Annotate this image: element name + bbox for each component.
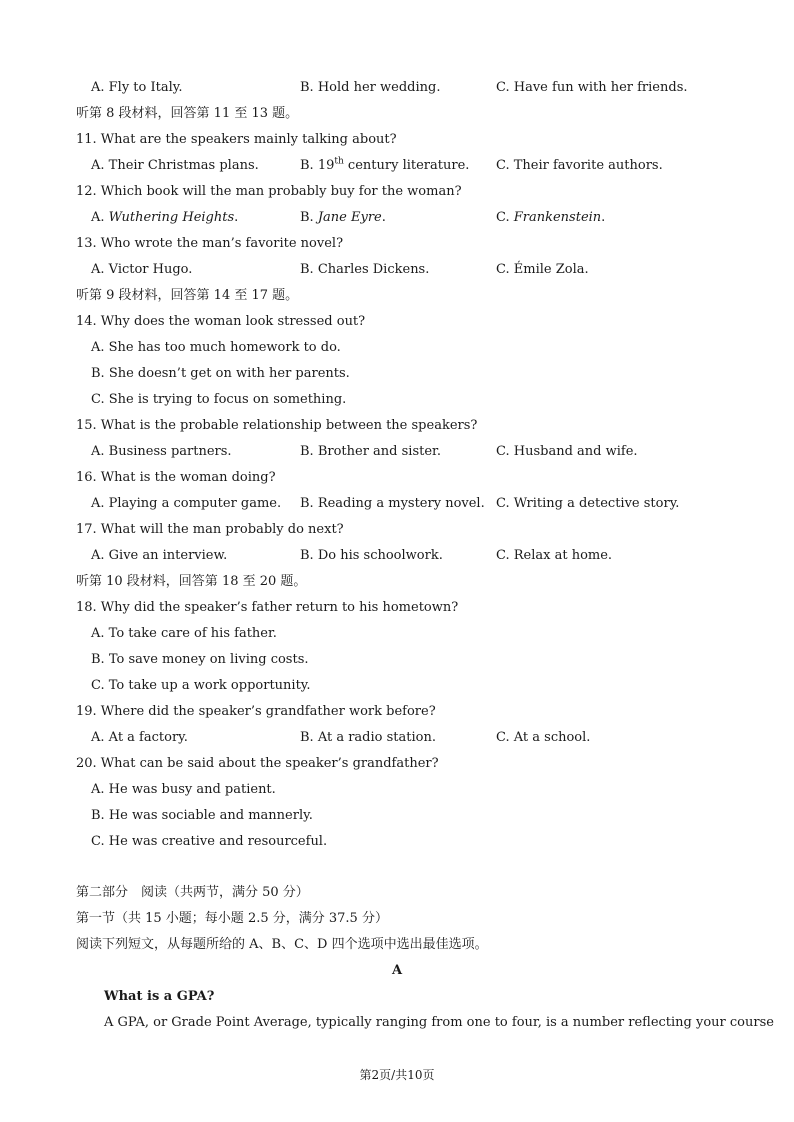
q16-stem: 16. What is the woman doing? bbox=[76, 470, 276, 485]
q20-option-a: A. He was busy and patient. bbox=[91, 782, 276, 797]
part-2-heading: 第二部分 阅读（共两节，满分 50 分） bbox=[76, 885, 309, 900]
q15-option-b: B. Brother and sister. bbox=[300, 444, 441, 459]
q18-stem: 18. Why did the speaker’s father return to his hometown? bbox=[76, 600, 459, 615]
q15-option-a: A. Business partners. bbox=[91, 444, 232, 459]
q20-option-b: B. He was sociable and mannerly. bbox=[91, 808, 313, 823]
q14-stem: 14. Why does the woman look stressed out? bbox=[76, 314, 366, 329]
q17-option-c: C. Relax at home. bbox=[496, 548, 613, 563]
q20-option-c: C. He was creative and resourceful. bbox=[91, 834, 328, 849]
q11-option-b: B. 19th century literature. bbox=[300, 156, 470, 173]
q12-option-b: B. Jane Eyre. bbox=[300, 210, 386, 225]
q19-option-b: B. At a radio station. bbox=[300, 730, 436, 745]
q16-option-b: B. Reading a mystery novel. bbox=[300, 496, 485, 511]
q15-stem: 15. What is the probable relationship between the speakers? bbox=[76, 418, 478, 433]
section-8-instruction: 听第 8 段材料，回答第 11 至 13 题。 bbox=[76, 106, 299, 121]
q11-stem: 11. What are the speakers mainly talking about? bbox=[76, 132, 397, 147]
reading-instruction: 阅读下列短文，从每题所给的 A、B、C、D 四个选项中选出最佳选项。 bbox=[76, 937, 488, 952]
passage-title: What is a GPA? bbox=[104, 989, 215, 1004]
q14-option-a: A. She has too much homework to do. bbox=[91, 340, 341, 355]
q19-option-a: A. At a factory. bbox=[91, 730, 188, 745]
passage-text: A GPA, or Grade Point Average, typically ranging from one to four, is a number reflecting your course bbox=[104, 1015, 774, 1030]
q20-stem: 20. What can be said about the speaker’s grandfather? bbox=[76, 756, 439, 771]
q17-option-b: B. Do his schoolwork. bbox=[300, 548, 443, 563]
q10-option-b: B. Hold her wedding. bbox=[300, 80, 441, 95]
q19-option-c: C. At a school. bbox=[496, 730, 591, 745]
q12-option-a: A. Wuthering Heights. bbox=[91, 210, 239, 225]
q10-option-c: C. Have fun with her friends. bbox=[496, 80, 688, 95]
q13-stem: 13. Who wrote the man’s favorite novel? bbox=[76, 236, 344, 251]
q16-option-c: C. Writing a detective story. bbox=[496, 496, 680, 511]
q13-option-c: C. Émile Zola. bbox=[496, 262, 589, 277]
q11-option-c: C. Their favorite authors. bbox=[496, 158, 663, 173]
q18-option-c: C. To take up a work opportunity. bbox=[91, 678, 311, 693]
q18-option-b: B. To save money on living costs. bbox=[91, 652, 309, 667]
q14-option-c: C. She is trying to focus on something. bbox=[91, 392, 347, 407]
passage-letter: A bbox=[391, 963, 403, 978]
q17-stem: 17. What will the man probably do next? bbox=[76, 522, 344, 537]
q14-option-b: B. She doesn’t get on with her parents. bbox=[91, 366, 350, 381]
q16-option-a: A. Playing a computer game. bbox=[91, 496, 282, 511]
q15-option-c: C. Husband and wife. bbox=[496, 444, 638, 459]
section-10-instruction: 听第 10 段材料，回答第 18 至 20 题。 bbox=[76, 574, 307, 589]
q12-option-c: C. Frankenstein. bbox=[496, 210, 606, 225]
q12-stem: 12. Which book will the man probably buy for the woman? bbox=[76, 184, 462, 199]
q13-option-a: A. Victor Hugo. bbox=[91, 262, 193, 277]
q10-option-a: A. Fly to Italy. bbox=[91, 80, 183, 95]
page-footer: 第2页/共10页 bbox=[359, 1068, 435, 1082]
section-9-instruction: 听第 9 段材料，回答第 14 至 17 题。 bbox=[76, 288, 299, 303]
part-2-section-1-heading: 第一节（共 15 小题；每小题 2.5 分，满分 37.5 分） bbox=[76, 911, 388, 926]
q18-option-a: A. To take care of his father. bbox=[91, 626, 277, 641]
q11-option-a: A. Their Christmas plans. bbox=[91, 158, 259, 173]
q17-option-a: A. Give an interview. bbox=[91, 548, 228, 563]
q13-option-b: B. Charles Dickens. bbox=[300, 262, 430, 277]
q19-stem: 19. Where did the speaker’s grandfather work before? bbox=[76, 704, 436, 719]
